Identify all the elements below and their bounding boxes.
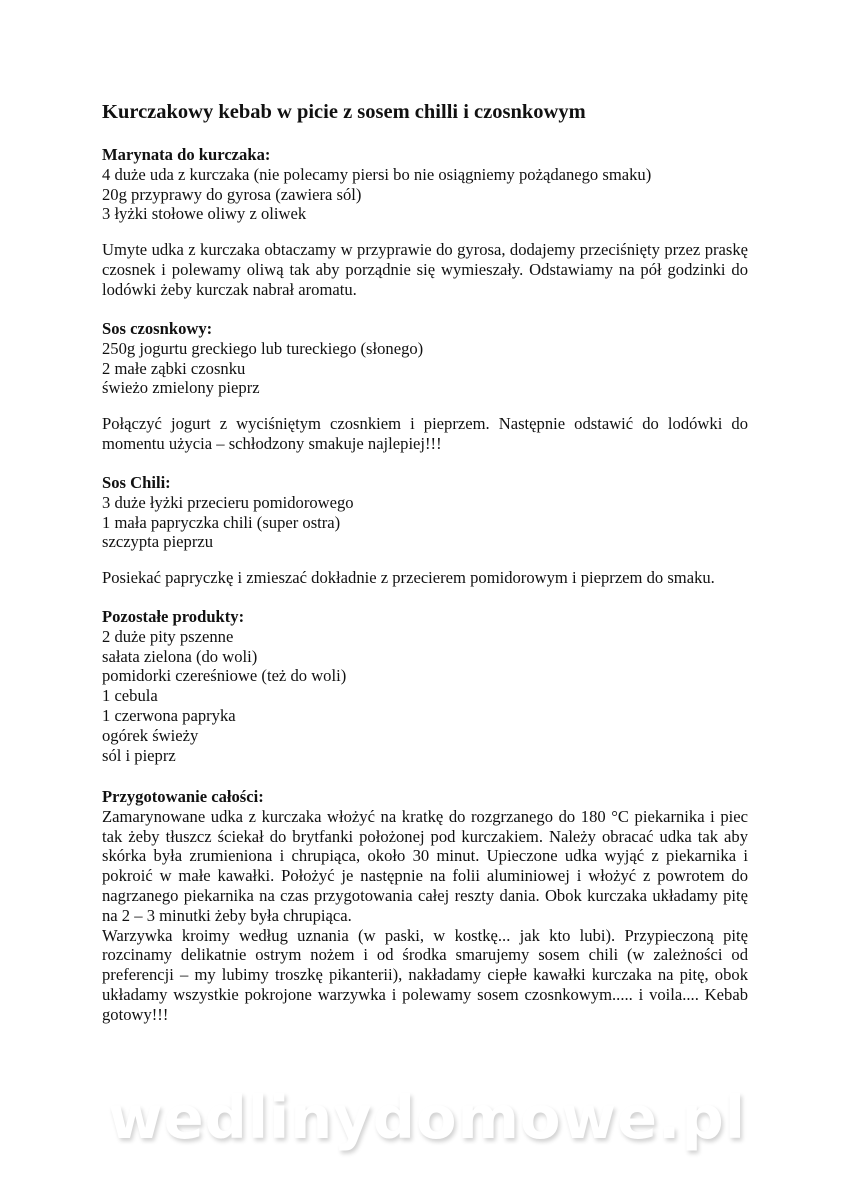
ingredient: ogórek świeży — [102, 725, 199, 745]
ingredient: 250g jogurtu greckiego lub tureckiego (słonego) — [102, 338, 424, 358]
ingredient: świeżo zmielony pieprz — [102, 378, 260, 398]
section-heading: Przygotowanie całości: — [102, 787, 264, 806]
other-products-section — [102, 607, 748, 765]
garlic-sauce-instructions: Połączyć jogurt z wyciśniętym czosnkiem i pieprzem. Następnie odstawić do lodówki do momentu użycia – schłodzony smakuje najlepiej!!! — [102, 414, 748, 453]
section-heading: Marynata do kurczaka: — [102, 145, 271, 164]
ingredient: 4 duże uda z kurczaka (nie polecamy piersi bo nie osiągniemy pożądanego smaku) — [102, 164, 652, 184]
chili-sauce-instructions: Posiekać papryczkę i zmieszać dokładnie z przecierem pomidorowym i pieprzem do smaku. — [102, 568, 715, 587]
chili-sauce-section — [102, 473, 748, 552]
ingredient: 1 cebula — [102, 686, 158, 706]
ingredient: szczypta pieprzu — [102, 532, 214, 552]
ingredient: 20g przyprawy do gyrosa (zawiera sól) — [102, 184, 362, 204]
ingredient: 3 łyżki stołowe oliwy z oliwek — [102, 204, 307, 224]
watermark: wedlinydomowe.pl — [108, 1083, 746, 1152]
ingredient: pomidorki czereśniowe (też do woli) — [102, 666, 347, 686]
preparation-section — [102, 787, 748, 1025]
garlic-sauce-section — [102, 319, 748, 398]
preparation-paragraph: Warzywka kroimy według uznania (w paski, w kostkę... jak kto lubi). Przypieczoną pitę rozcinamy delikatnie ostrym nożem i od środka smarujemy sosem chili (w zależności od preferencji – my lubimy troszkę pikanterii), nakładamy ciepłe kawałki kurczaka na pitę, obok układamy wszystkie pokrojone warzywka i polewamy sosem czosnkowym..... i voila.... Kebab gotowy!!! — [102, 925, 748, 1024]
ingredient: 2 małe ząbki czosnku — [102, 358, 246, 378]
ingredient: 1 mała papryczka chili (super ostra) — [102, 512, 341, 532]
marinade-instructions: Umyte udka z kurczaka obtaczamy w przyprawie do gyrosa, dodajemy przeciśnięty przez praskę czosnek i polewamy oliwą tak aby porządnie się wymieszały. Odstawiamy na pół godzinki do lodówki żeby kurczak nabrał aromatu. — [102, 240, 748, 299]
ingredient: 2 duże pity pszenne — [102, 626, 234, 646]
section-heading: Sos Chili: — [102, 473, 171, 492]
marinade-section — [102, 145, 748, 224]
ingredient: 1 czerwona papryka — [102, 705, 236, 725]
ingredient: sałata zielona (do woli) — [102, 646, 258, 666]
preparation-paragraph: Zamarynowane udka z kurczaka włożyć na kratkę do rozgrzanego do 180 °C piekarnika i piec tak żeby tłuszcz ściekał do brytfanki położonej pod kurczakiem. Należy obracać udka tak aby skórka była zrumieniona i chrupiąca, około 30 minut. Upieczone udka wyjąć z piekarnika i pokroić w małe kawałki. Położyć je następnie na folii aluminiowej i włożyć z powrotem do nagrzanego piekarnika na czas przygotowania całej reszty dania. Obok kurczaka układamy pitę na 2 – 3 minutki żeby była chrupiąca. — [102, 806, 748, 925]
section-heading: Sos czosnkowy: — [102, 319, 213, 338]
page-title: Kurczakowy kebab w picie z sosem chilli i czosnkowym — [102, 101, 586, 123]
ingredient: sól i pieprz — [102, 745, 176, 765]
ingredient: 3 duże łyżki przecieru pomidorowego — [102, 492, 354, 512]
section-heading: Pozostałe produkty: — [102, 607, 245, 626]
